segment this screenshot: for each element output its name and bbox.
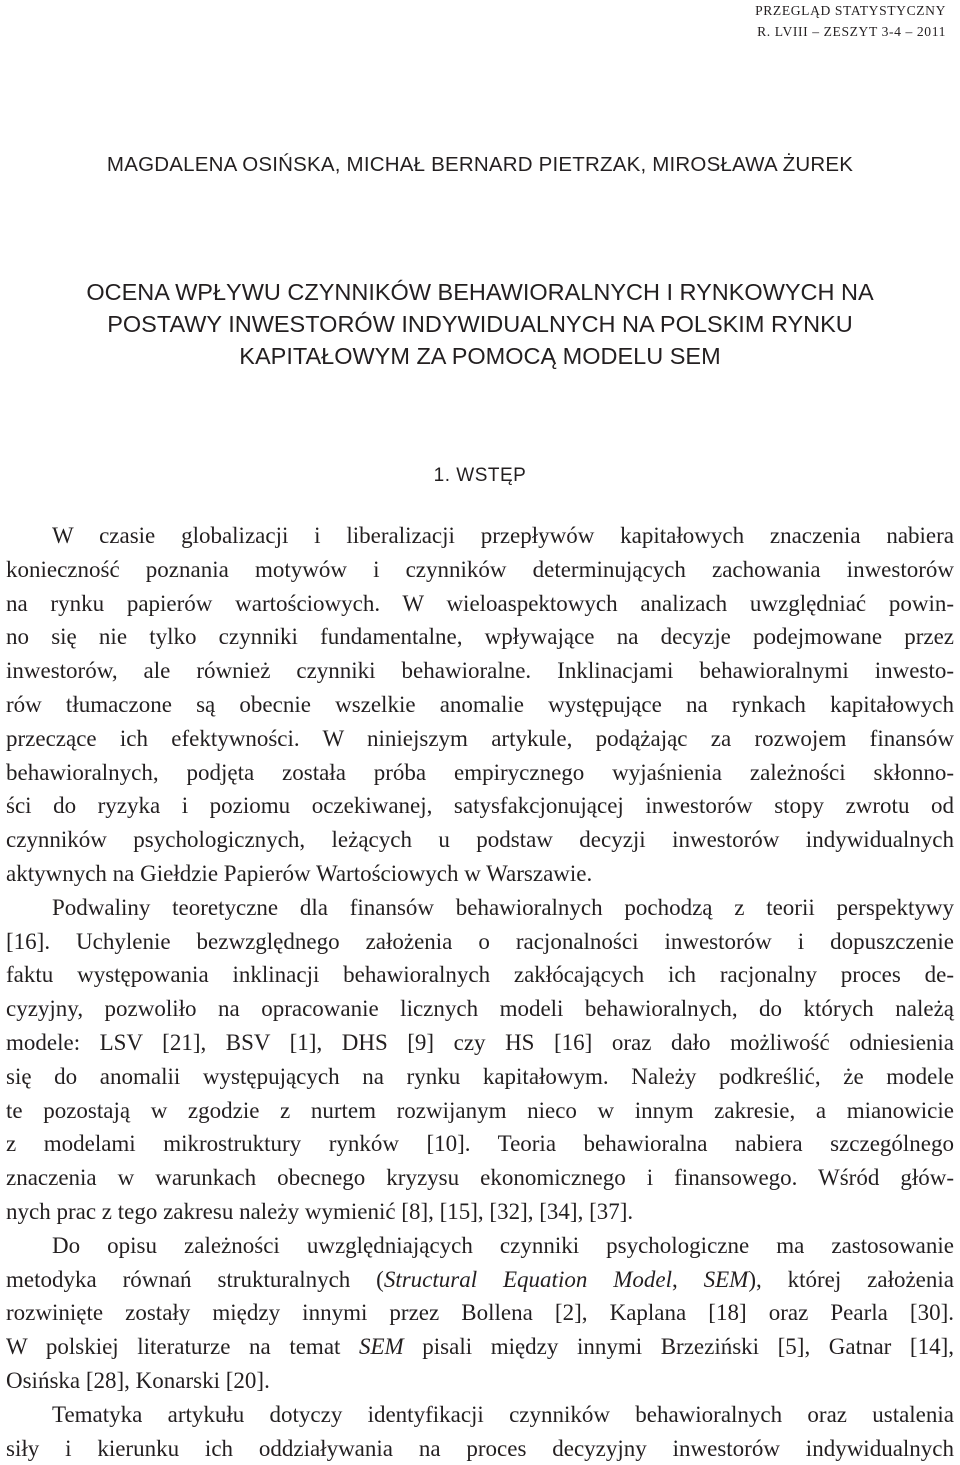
text-line <box>6 1330 954 1364</box>
text-span: , <box>671 1266 704 1292</box>
text-line: na rynku papierów wartościowych. W wieloaspektowych analizach uwzględniać powin- <box>6 590 954 616</box>
title-line: OCENA WPŁYWU CZYNNIKÓW BEHAWIORALNYCH I RYNKOWYCH NA <box>86 279 874 305</box>
text-line: z modelami mikrostruktury rynków [10]. Teoria behawioralna nabiera szczególnego <box>6 1131 954 1157</box>
text-line: znaczenia w warunkach obecnego kryzysu ekonomicznego i finansowego. Wśród głów- <box>6 1165 954 1191</box>
title-line: POSTAWY INWESTORÓW INDYWIDUALNYCH NA POLSKIM RYNKU <box>107 311 853 337</box>
text-line: faktu występowania inklinacji behawioralnych zakłócających ich racjonalny proces de- <box>6 962 954 988</box>
section-heading: 1. WSTĘP <box>433 465 527 486</box>
text-line: Tematyka artykułu dotyczy identyfikacji czynników behawioralnych oraz ustalenia <box>52 1401 954 1427</box>
text-line: ści do ryzyka i poziomu oczekiwanej, satysfakcjonującej inwestorów stopy zwrotu od <box>6 793 954 819</box>
text-line: czynników psychologicznych, leżących u podstaw decyzji inwestorów indywidualnych <box>6 827 954 853</box>
text-line: modele: LSV [21], BSV [1], DHS [9] czy HS [16] oraz dało możliwość odniesienia <box>6 1029 954 1055</box>
text-line: te pozostają w zgodzie z nurtem rozwijanym nieco w innym zakresie, a mianowicie <box>6 1097 954 1123</box>
text-line: Do opisu zależności uwzględniających czynniki psychologiczne ma zastosowanie <box>52 1232 954 1258</box>
text-line: rozwinięte zostały między innymi przez Bollena [2], Kaplana [18] oraz Pearla [30]. <box>6 1300 954 1326</box>
journal-name: PRZEGLĄD STATYSTYCZNY <box>755 3 946 18</box>
text-line: przeczące ich efektywności. W niniejszym artykule, podążając za rozwojem finansów <box>6 725 954 751</box>
text-line: [16]. Uchylenie bezwzględnego założenia o racjonalności inwestorów i dopuszczenie <box>6 928 954 954</box>
text-line: Osińska [28], Konarski [20]. <box>6 1367 270 1393</box>
text-line: behawioralnych, podjęta została próba empirycznego wyjaśnienia zależności skłonno- <box>6 759 954 785</box>
text-line: aktywnych na Giełdzie Papierów Wartościowych w Warszawie. <box>6 860 593 886</box>
text-line: cyzyjny, pozwoliło na opracowanie licznych modeli behawioralnych, do których należą <box>6 996 954 1022</box>
italic-term: Structural Equation Model <box>383 1266 672 1292</box>
text-line: rów tłumaczone są obecnie wszelkie anomalie występujące na rynkach kapitałowych <box>6 691 954 717</box>
text-span: metodyka równań strukturalnych ( <box>6 1266 384 1292</box>
text-line: no się nie tylko czynniki fundamentalne, wpływające na decyzje podejmowane przez <box>6 624 954 650</box>
text-line: nych prac z tego zakresu należy wymienić [8], [15], [32], [34], [37]. <box>6 1198 634 1224</box>
text-line: inwestorów, ale również czynniki behawioralne. Inklinacjami behawioralnymi inwesto- <box>6 658 954 684</box>
text-line: konieczność poznania motywów i czynników determinujących zachowania inwestorów <box>6 556 954 582</box>
italic-term: SEM <box>703 1266 749 1292</box>
text-line <box>6 1263 954 1297</box>
text-line: Podwaliny teoretyczne dla finansów behawioralnych pochodzą z teorii perspektywy <box>52 894 954 920</box>
title-line: KAPITAŁOWYM ZA POMOCĄ MODELU SEM <box>239 343 721 369</box>
text-line: W czasie globalizacji i liberalizacji przepływów kapitałowych znaczenia nabiera <box>52 523 954 548</box>
text-span: pisali między innymi Brzeziński [5], Gatnar [14], <box>403 1334 954 1360</box>
text-line: siły i kierunku ich oddziaływania na proces decyzyjny inwestorów indywidualnych <box>6 1435 954 1461</box>
journal-issue: R. LVIII – ZESZYT 3-4 – 2011 <box>757 24 946 39</box>
body-text <box>6 519 954 1465</box>
text-span: W polskiej literaturze na temat <box>6 1334 359 1360</box>
text-span: ), której założenia <box>748 1266 954 1292</box>
article-title <box>0 276 960 372</box>
italic-term: SEM <box>359 1334 404 1360</box>
journal-header <box>755 0 946 42</box>
authors: MAGDALENA OSIŃSKA, MICHAŁ BERNARD PIETRZAK, MIROSŁAWA ŻUREK <box>106 153 854 176</box>
text-line: się do anomalii występujących na rynku kapitałowym. Należy podkreślić, że modele <box>6 1063 954 1089</box>
